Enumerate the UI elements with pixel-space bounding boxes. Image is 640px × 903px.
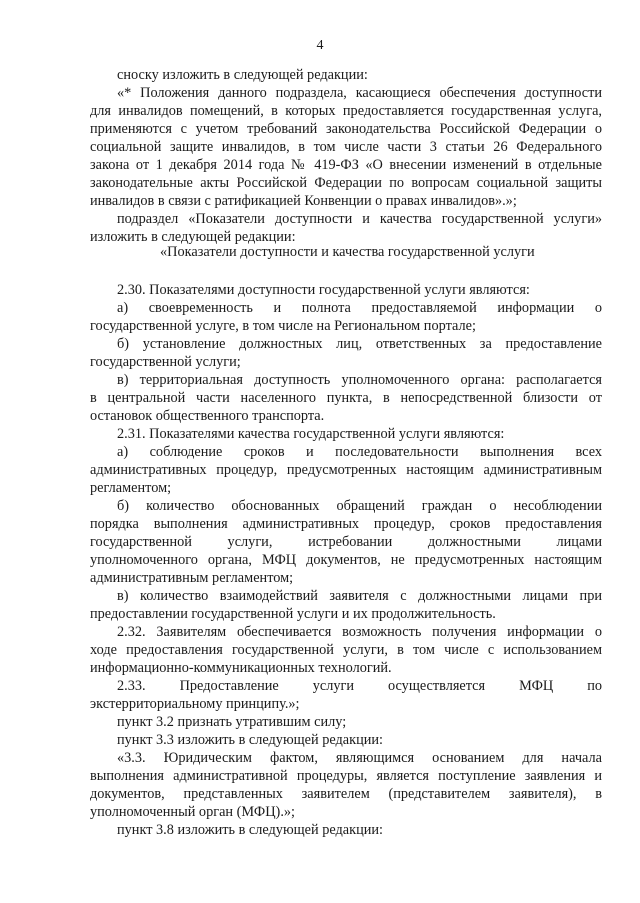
text-line: порядка выполнения административных процедур, сроков предоставления: [90, 516, 602, 532]
text-line: документов, представленных заявителем (представителем заявителя), в: [90, 786, 602, 802]
text-line: государственной услуги, истребовании должностными лицами: [90, 534, 602, 550]
text-line: инвалидов в связи с ратификацией Конвенции о правах инвалидов».»;: [90, 193, 517, 209]
text-line: в) территориальная доступность уполномоченного органа: располагается: [117, 372, 602, 388]
text-line: для инвалидов помещений, в которых предоставляется государственная услуга,: [90, 103, 602, 119]
text-line: подраздел «Показатели доступности и качества государственной услуги»: [117, 211, 602, 227]
text-line: административных процедур, предусмотренных настоящим административным: [90, 462, 602, 478]
text-line: 2.33. Предоставление услуги осуществляется МФЦ по: [117, 678, 602, 694]
text-line: регламентом;: [90, 480, 172, 496]
text-line: применяются с учетом требований законодательства Российской Федерации о: [90, 121, 602, 137]
text-line: государственной услуги;: [90, 354, 241, 370]
text-line: экстерриториальному принципу.»;: [90, 696, 300, 712]
text-line: б) количество обоснованных обращений граждан о несоблюдении: [117, 498, 602, 514]
text-line: в центральной части населенного пункта, в непосредственной близости от: [90, 390, 602, 406]
text-line: уполномоченный орган (МФЦ).»;: [90, 804, 296, 820]
text-line: 2.32. Заявителям обеспечивается возможность получения информации о: [117, 624, 602, 640]
text-line: ходе предоставления государственной услуги, в том числе с использованием: [90, 642, 602, 658]
text-line: остановок общественного транспорта.: [90, 408, 325, 424]
text-line: «3.3. Юридическим фактом, являющимся основанием для начала: [117, 750, 602, 766]
page-number: 4: [316, 38, 324, 53]
text-line: а) своевременность и полнота предоставляемой информации о: [117, 300, 602, 316]
text-line: 2.31. Показателями качества государственной услуги являются:: [117, 426, 505, 442]
text-line: пункт 3.2 признать утратившим силу;: [117, 714, 347, 730]
text-line: предоставлении государственной услуги и их продолжительность.: [90, 606, 496, 622]
text-line: в) количество взаимодействий заявителя с должностными лицами при: [117, 588, 602, 604]
text-line: выполнения административной процедуры, является поступление заявления и: [90, 768, 602, 784]
text-line: информационно-коммуникационных технологий.: [90, 660, 392, 676]
text-line: законодательные акты Российской Федерации по вопросам социальной защиты: [90, 175, 602, 191]
text-line: социальной защите инвалидов, в том числе части 3 статьи 26 Федерального: [90, 139, 602, 155]
text-line: изложить в следующей редакции:: [90, 229, 296, 245]
text-line: государственной услуге, в том числе на Региональном портале;: [90, 318, 476, 334]
text-line: а) соблюдение сроков и последовательности выполнения всех: [117, 444, 602, 460]
text-line: пункт 3.8 изложить в следующей редакции:: [117, 822, 384, 838]
text-line: сноску изложить в следующей редакции:: [117, 67, 368, 83]
text-line: пункт 3.3 изложить в следующей редакции:: [117, 732, 384, 748]
text-line: закона от 1 декабря 2014 года № 419-ФЗ «О внесении изменений в отдельные: [90, 157, 602, 173]
text-line: б) установление должностных лиц, ответственных за предоставление: [117, 336, 602, 352]
text-line: «* Положения данного подраздела, касающиеся обеспечения доступности: [117, 85, 602, 101]
text-line: 2.30. Показателями доступности государственной услуги являются:: [117, 282, 530, 298]
text-line: уполномоченного органа, МФЦ документов, не предусмотренных настоящим: [90, 552, 602, 568]
section-heading: «Показатели доступности и качества государственной услуги: [160, 244, 535, 260]
text-line: административным регламентом;: [90, 570, 294, 586]
